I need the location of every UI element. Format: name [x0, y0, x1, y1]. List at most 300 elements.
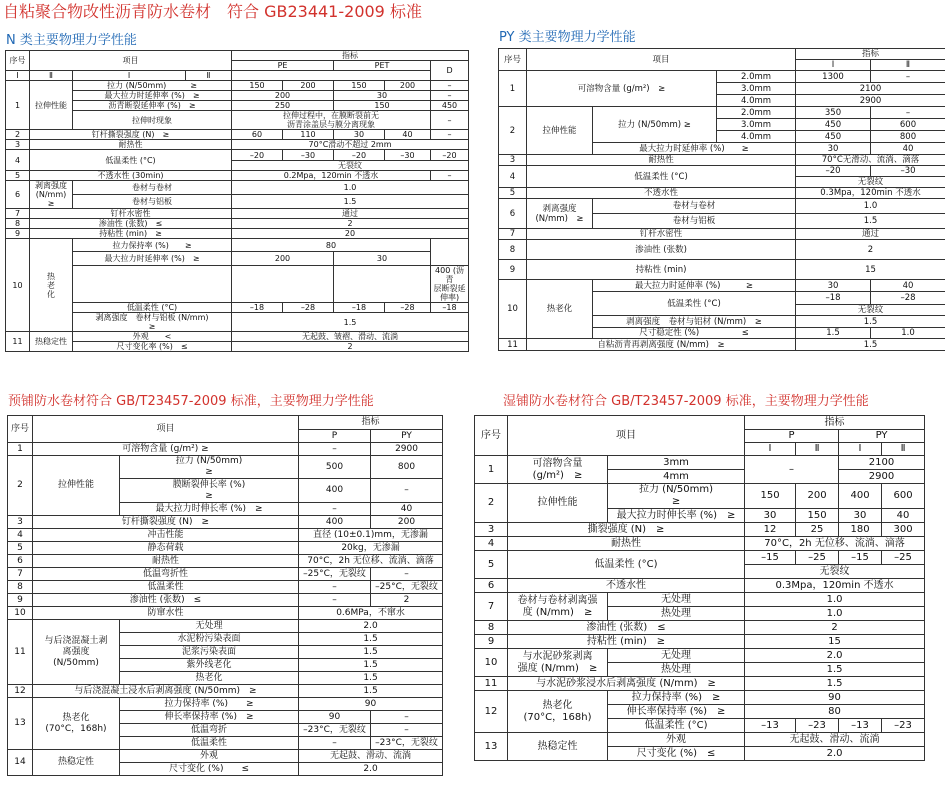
table-cell: 2.0 — [299, 620, 443, 633]
table-cell: 剥离强度 卷材与铝材 (N/mm) ≥ — [593, 316, 796, 328]
table-cell: 3mm — [608, 456, 745, 470]
table-cell: 2.0 — [745, 747, 925, 761]
table-cell: 7 — [499, 229, 527, 240]
table-row — [475, 484, 925, 509]
table-row — [6, 195, 469, 209]
table-row — [8, 607, 443, 620]
table-row — [6, 150, 469, 161]
table-cell: 2 — [8, 456, 33, 516]
table-cell: 泥浆污染表面 — [120, 646, 299, 659]
table-row — [499, 280, 945, 292]
table-row — [8, 698, 443, 711]
table-cell: 序号 — [8, 416, 33, 443]
table-cell: 30 — [796, 280, 871, 292]
table-cell: 600 — [871, 119, 945, 131]
table-cell: 1.5 — [796, 328, 871, 339]
table-cell: 拉力保持率 (%) ≥ — [608, 691, 745, 705]
table-cell: –30 — [871, 166, 945, 177]
table-cell: 热处理 — [608, 607, 745, 621]
table-cell: P — [745, 430, 839, 443]
table-cell: 1.0 — [871, 328, 945, 339]
table-cell: 项目 — [33, 416, 299, 443]
table-cell: 防窜水性 — [33, 607, 299, 620]
table-cell: –30 — [283, 150, 334, 161]
table-row — [6, 332, 469, 342]
table-cell: 3 — [8, 516, 33, 529]
table-cell: Ⅰ — [796, 60, 871, 71]
table-cell: 2.0mm — [717, 107, 796, 119]
table-cell: 8 — [8, 581, 33, 594]
table-cell: 5 — [475, 551, 508, 579]
table-cell: 2 — [745, 621, 925, 635]
table-cell: 卷材与卷材剥离强 度 (N/mm) ≥ — [508, 593, 608, 621]
table-cell: 拉力 (N/50mm) ≥ — [593, 107, 717, 143]
table-cell: 热 老 化 — [30, 239, 73, 332]
table-cell: 可溶物含量 (g/m²) ≥ — [508, 456, 608, 484]
table-cell: 热稳定性 — [33, 750, 120, 776]
table-cell: 90 — [745, 691, 925, 705]
table-row — [6, 313, 469, 332]
table-row — [499, 49, 945, 60]
table-row — [6, 130, 469, 140]
table-cell: 外观 — [608, 733, 745, 747]
table-cell: 耐热性 — [527, 155, 796, 166]
table-cell: 350 — [796, 107, 871, 119]
table-cell: 90 — [299, 698, 443, 711]
table-cell: 2.0 — [299, 763, 443, 776]
table-cell: 1.5 — [796, 316, 945, 328]
table-cell: –15 — [745, 551, 796, 565]
table-cell: 400 — [839, 484, 882, 509]
table-cell: – — [299, 581, 371, 594]
table-row — [6, 140, 469, 150]
table-row — [8, 568, 443, 581]
table-cell: 热稳定性 — [508, 733, 608, 761]
table-cell: 剥离强度 (N/mm) ≥ — [527, 199, 593, 229]
table-cell: 0.6MPa，不窜水 — [299, 607, 443, 620]
table-row — [475, 523, 925, 537]
table-cell: 外观 — [120, 750, 299, 763]
table-cell: 70°C无滑动、流淌、滴落 — [796, 155, 945, 166]
table-cell: 1.5 — [299, 659, 443, 672]
table-cell: 0.2Mpa，120min 不透水 — [232, 171, 431, 181]
table-cell: –18 — [232, 303, 283, 313]
table-cell: 剥离强度 (N/mm) ≥ — [30, 181, 73, 209]
table-cell: 无裂纹 — [232, 161, 469, 171]
table-cell: 7 — [475, 593, 508, 621]
table-cell: 300 — [882, 523, 925, 537]
table-cell: 1 — [475, 456, 508, 484]
table-cell: 70°C滑动不超过 2mm — [232, 140, 469, 150]
table-cell: 1.5 — [796, 214, 945, 229]
table-cell: 20 — [232, 229, 469, 239]
table-cell: 热老化 (70°C，168h) — [508, 691, 608, 733]
table-cell: –13 — [839, 719, 882, 733]
table-cell: 热老化 — [527, 280, 593, 339]
table-cell: 伸长率保持率 (%) ≥ — [120, 711, 299, 724]
table-cell: 拉力 (N/50mm) ≥ — [608, 484, 745, 509]
table-row — [6, 219, 469, 229]
section-title-wet: 湿铺防水卷材符合 GB/T23457-2009 标准，主要物理力学性能 — [503, 394, 869, 409]
table-row — [8, 594, 443, 607]
table-cell: 3.0mm — [717, 83, 796, 95]
table-cell: 耐热性 — [33, 555, 299, 568]
table-cell: 1.5 — [232, 313, 469, 332]
table-cell: 80 — [232, 239, 431, 252]
table-cell: 钉杆撕裂强度 (N) ≥ — [30, 130, 232, 140]
table-cell: 5 — [8, 542, 33, 555]
table-cell: 渗油性 (张数) ≤ — [30, 219, 232, 229]
table-cell: 钉杆撕裂强度 (N) ≥ — [33, 516, 299, 529]
table-cell: 渗油性 (张数) ≤ — [33, 594, 299, 607]
page-title: 自粘聚合物改性沥青防水卷材 符合 GB23441-2009 标准 — [3, 2, 422, 21]
table-cell: 最大拉力时延伸率 (%) ≥ — [593, 143, 796, 155]
table-cell: 200 — [232, 252, 334, 266]
table-cell: 1.5 — [796, 339, 945, 351]
table-row — [8, 685, 443, 698]
table-cell: 伸长率保持率 (%) ≥ — [608, 705, 745, 719]
table-cell: – — [371, 724, 443, 737]
table-row — [475, 551, 925, 565]
table-cell: 1.5 — [299, 646, 443, 659]
table-cell: 12 — [475, 691, 508, 733]
table-cell: –25 — [796, 551, 839, 565]
table-cell: 指标 — [232, 51, 469, 61]
table-cell: 拉力保持率 (%) ≥ — [73, 239, 232, 252]
table-cell: 4 — [475, 537, 508, 551]
table-cell: 拉伸性能 — [527, 107, 593, 155]
table-cell: Ⅱ — [186, 71, 232, 81]
table-cell: 250 — [232, 101, 334, 111]
table-cell: 11 — [8, 620, 33, 685]
table-row — [6, 51, 469, 61]
table-row — [8, 750, 443, 763]
table-cell: 剥离强度 卷材与铝板 (N/mm) ≥ — [73, 313, 232, 332]
table-cell: 低温柔性 (°C) — [508, 551, 745, 579]
table-cell: 2 — [371, 594, 443, 607]
table-cell: 80 — [745, 705, 925, 719]
table-row — [475, 635, 925, 649]
table-cell: D — [431, 61, 469, 81]
table-cell: 450 — [796, 131, 871, 143]
table-cell: 4 — [499, 166, 527, 188]
table-row — [475, 649, 925, 663]
section-title-n: N 类主要物理力学性能 — [6, 33, 137, 48]
table-cell: –25°C，无裂纹 — [299, 568, 371, 581]
table-cell: PY — [371, 430, 443, 443]
table-cell: –18 — [431, 303, 469, 313]
table-cell: 2 — [232, 219, 469, 229]
table-cell: 11 — [475, 677, 508, 691]
table-cell: 200 — [232, 91, 334, 101]
table-cell: 110 — [283, 130, 334, 140]
table-cell: 不透水性 (30min) — [30, 171, 232, 181]
table-cell: – — [431, 171, 469, 181]
table-cell: 7 — [6, 209, 30, 219]
table-row — [8, 555, 443, 568]
table-cell: 最大拉力时延伸率 (%) ≥ — [73, 252, 232, 266]
table-row — [499, 71, 945, 83]
table-cell: 2900 — [839, 470, 925, 484]
table-cell: – — [871, 71, 945, 83]
table-cell: 热老化 — [120, 672, 299, 685]
table-cell: 热处理 — [608, 663, 745, 677]
table-cell: 2900 — [371, 443, 443, 456]
table-cell: 直径 (10±0.1)mm，无渗漏 — [299, 529, 443, 542]
table-cell: –25°C，无裂纹 — [371, 581, 443, 594]
table-cell: 4 — [6, 150, 30, 171]
table-cell: 尺寸变化率 (%) ≤ — [73, 342, 232, 352]
table-cell: 1.0 — [796, 199, 945, 214]
table-cell: PE — [232, 61, 334, 71]
table-cell: 30 — [745, 509, 796, 523]
table-cell: –23°C，无裂纹 — [299, 724, 371, 737]
table-cell: 5 — [6, 171, 30, 181]
py-type-table — [498, 48, 945, 351]
table-cell: –23 — [882, 719, 925, 733]
n-type-table — [5, 50, 469, 352]
table-cell: – — [371, 711, 443, 724]
table-cell: 2 — [475, 484, 508, 523]
table-cell: 1 — [499, 71, 527, 107]
table-cell: 无起鼓、滑动、流淌 — [299, 750, 443, 763]
table-cell: 14 — [8, 750, 33, 776]
table-cell: 40 — [882, 509, 925, 523]
table-row — [6, 229, 469, 239]
table-row — [499, 166, 945, 177]
table-row — [499, 240, 945, 260]
table-cell: 1.5 — [299, 672, 443, 685]
table-cell: 最大拉力时延伸率 (%) ≥ — [593, 280, 796, 292]
table-cell: 25 — [796, 523, 839, 537]
table-row — [475, 621, 925, 635]
table-cell: 自粘沥青再剥离强度 (N/mm) ≥ — [527, 339, 796, 351]
table-cell: – — [371, 479, 443, 503]
table-cell: 3 — [6, 140, 30, 150]
pre-laid-table — [7, 415, 443, 776]
table-row — [8, 620, 443, 633]
table-row — [8, 456, 443, 479]
table-cell: 150 — [745, 484, 796, 509]
table-cell: 低温柔性 (°C) — [527, 166, 796, 188]
table-cell: Ⅱ — [871, 60, 945, 71]
table-cell: 与水泥砂浆浸水后剥离强度 (N/mm) ≥ — [508, 677, 745, 691]
table-cell: 2100 — [839, 456, 925, 470]
table-cell: 序号 — [475, 416, 508, 456]
table-cell: 静态荷载 — [33, 542, 299, 555]
table-cell: 1.0 — [745, 607, 925, 621]
table-cell: 持粘性 (min) ≥ — [508, 635, 745, 649]
table-cell: 可溶物含量 (g/m²) ≥ — [33, 443, 299, 456]
table-cell: 400 — [299, 516, 371, 529]
table-cell: 拉力 (N/50mm) ≥ — [120, 456, 299, 479]
table-cell: 1.5 — [745, 677, 925, 691]
table-cell — [334, 266, 431, 303]
table-cell: 200 — [796, 484, 839, 509]
table-cell: 耐热性 — [30, 140, 232, 150]
table-cell: 钉杆水密性 — [527, 229, 796, 240]
table-cell: 通过 — [232, 209, 469, 219]
table-cell: 7 — [8, 568, 33, 581]
table-cell: 沥青断裂延伸率 (%) ≥ — [73, 101, 232, 111]
table-cell: 指标 — [299, 416, 443, 430]
table-cell: 4 — [8, 529, 33, 542]
table-cell: 指标 — [745, 416, 925, 430]
table-row — [475, 593, 925, 607]
section-title-py: PY 类主要物理力学性能 — [499, 30, 636, 45]
table-cell: 无起鼓、滑动、流淌 — [745, 733, 925, 747]
table-cell: 1.5 — [299, 685, 443, 698]
table-cell: 拉伸性能 — [33, 456, 120, 516]
table-cell: 钉杆水密性 — [30, 209, 232, 219]
table-cell: –28 — [871, 292, 945, 305]
table-cell: P — [299, 430, 371, 443]
table-cell: 0.3Mpa，120min 不透水 — [745, 579, 925, 593]
table-cell — [232, 266, 334, 303]
table-cell: 200 — [385, 81, 431, 91]
table-row — [8, 516, 443, 529]
table-row — [475, 416, 925, 430]
table-cell: 持粘性 (min) ≥ — [30, 229, 232, 239]
table-row — [499, 199, 945, 214]
table-row — [499, 260, 945, 280]
table-cell: 无处理 — [120, 620, 299, 633]
table-cell: 10 — [6, 239, 30, 332]
table-cell: 9 — [6, 229, 30, 239]
table-cell: 水泥粉污染表面 — [120, 633, 299, 646]
table-cell: –20 — [431, 150, 469, 161]
table-cell: 4.0mm — [717, 95, 796, 107]
table-cell: 拉力保持率 (%) ≥ — [120, 698, 299, 711]
table-cell: 30 — [334, 91, 431, 101]
table-cell: 不透水性 — [508, 579, 745, 593]
table-cell: 200 — [283, 81, 334, 91]
table-cell: 30 — [334, 252, 431, 266]
table-row — [8, 581, 443, 594]
table-cell: 低温弯折性 — [33, 568, 299, 581]
table-cell: 拉力 (N/50mm) ≥ — [73, 81, 232, 91]
table-cell: –30 — [385, 150, 431, 161]
table-cell: 3 — [475, 523, 508, 537]
table-cell: 1.0 — [232, 181, 469, 195]
table-cell: –25 — [882, 551, 925, 565]
table-row — [6, 209, 469, 219]
table-cell: 序号 — [6, 51, 30, 71]
table-cell: 渗油性 (张数) — [527, 240, 796, 260]
table-cell: 项目 — [527, 49, 796, 71]
table-cell: 与后浇混凝土剥 离强度 (N/50mm) — [33, 620, 120, 685]
table-cell: 8 — [499, 240, 527, 260]
table-row — [6, 171, 469, 181]
table-cell: 卷材与卷材 — [593, 199, 796, 214]
table-cell: Ⅱ — [882, 443, 925, 456]
table-cell: –18 — [796, 292, 871, 305]
table-cell: Ⅰ — [6, 71, 30, 81]
table-cell: – — [299, 594, 371, 607]
table-cell: Ⅰ — [73, 71, 186, 81]
table-cell: 2.0mm — [717, 71, 796, 83]
table-cell: 低温柔性 (°C) — [593, 292, 796, 316]
table-cell: 10 — [475, 649, 508, 677]
table-cell: 40 — [871, 280, 945, 292]
table-cell: 6 — [475, 579, 508, 593]
table-cell: 紫外线老化 — [120, 659, 299, 672]
table-cell: 序号 — [499, 49, 527, 71]
table-cell: 无处理 — [608, 649, 745, 663]
table-row — [6, 252, 469, 266]
table-cell — [431, 239, 469, 266]
table-cell: 13 — [8, 698, 33, 750]
table-cell: 1.0 — [745, 593, 925, 607]
table-cell: 70°C，2h 无位移、流淌、滴落 — [745, 537, 925, 551]
table-cell: 30 — [334, 130, 385, 140]
table-cell: 项目 — [30, 51, 232, 71]
table-row — [475, 691, 925, 705]
table-row — [6, 303, 469, 313]
table-cell: 1 — [8, 443, 33, 456]
table-cell: 卷材与卷材 — [73, 181, 232, 195]
table-cell: 拉伸过程中，在膜断裂前无 沥青涂盖层与膜分离现象 — [232, 111, 431, 130]
table-cell: PY — [839, 430, 925, 443]
table-cell: 9 — [499, 260, 527, 280]
table-cell: 不透水性 — [527, 188, 796, 199]
table-cell: 拉伸时现象 — [73, 111, 232, 130]
table-row — [475, 677, 925, 691]
table-cell: – — [431, 91, 469, 101]
table-cell: 40 — [371, 503, 443, 516]
table-row — [499, 188, 945, 199]
table-cell: 150 — [334, 101, 431, 111]
table-cell: 6 — [6, 181, 30, 209]
table-cell: 最大拉力时伸长率 (%) ≥ — [120, 503, 299, 516]
table-cell: 低温柔性 (°C) — [73, 303, 232, 313]
table-row — [475, 456, 925, 470]
table-cell: 600 — [882, 484, 925, 509]
table-row — [499, 107, 945, 119]
table-cell: 卷材与铝板 — [593, 214, 796, 229]
table-cell: 1.5 — [745, 663, 925, 677]
table-cell: 外观 < — [73, 332, 232, 342]
table-cell: 1300 — [796, 71, 871, 83]
table-cell: 渗油性 (张数) ≤ — [508, 621, 745, 635]
table-row — [6, 342, 469, 352]
table-cell: 无裂纹 — [745, 565, 925, 579]
table-cell — [73, 266, 232, 303]
table-row — [8, 542, 443, 555]
table-row — [6, 101, 469, 111]
table-cell: – — [299, 443, 371, 456]
table-cell: – — [299, 503, 371, 516]
table-cell: – — [431, 111, 469, 130]
table-cell: 12 — [8, 685, 33, 698]
table-cell: 12 — [745, 523, 796, 537]
table-cell: 3.0mm — [717, 119, 796, 131]
table-cell: 与后浇混凝土浸水后剥离强度 (N/50mm) ≥ — [33, 685, 299, 698]
table-cell: 低温弯折 — [120, 724, 299, 737]
table-row — [475, 537, 925, 551]
table-cell: 2 — [6, 130, 30, 140]
table-cell: 500 — [299, 456, 371, 479]
table-cell: 热老化 (70°C，168h) — [33, 698, 120, 750]
table-cell: 指标 — [796, 49, 945, 60]
table-cell: 无处理 — [608, 593, 745, 607]
table-cell: 800 — [871, 131, 945, 143]
table-cell: 1.5 — [232, 195, 469, 209]
table-cell: 1 — [6, 81, 30, 130]
table-cell: 2900 — [796, 95, 945, 107]
table-cell: Ⅱ — [30, 71, 73, 81]
table-cell: – — [871, 107, 945, 119]
